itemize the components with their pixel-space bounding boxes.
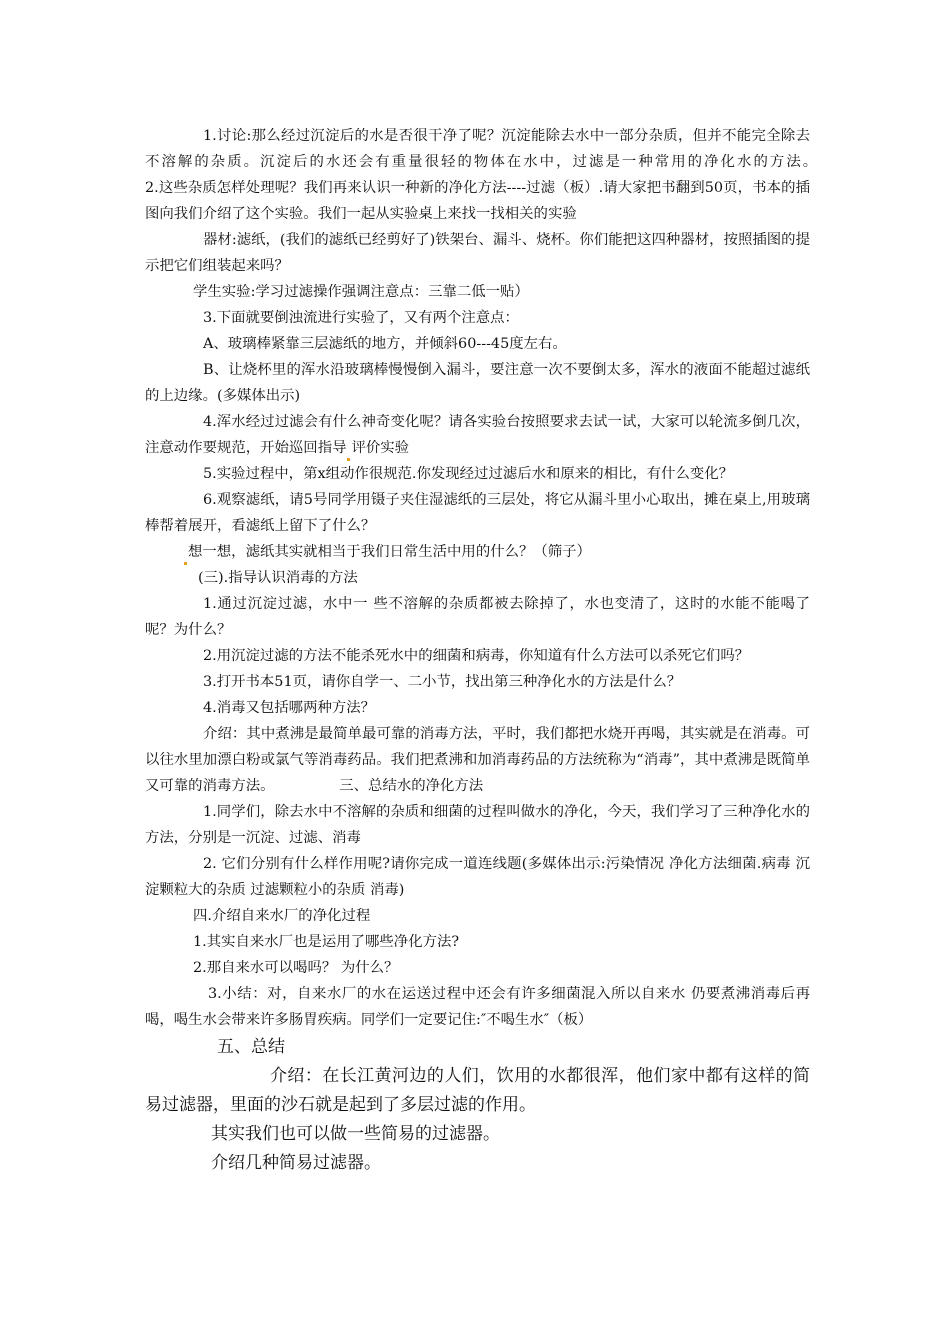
paragraph-disinfect-4: 4.消毒又包括哪两种方法？ [203,700,376,716]
paragraph-think [145,539,810,565]
step-4-text: 4.浑水经过过滤会有什么神奇变化呢？请各实验台按照要求去试一试，大家可以轮流多倒几次，注意动作要规范，开始巡回指导 [145,414,810,456]
paragraph-student-experiment: 学生实验:学习过滤操作强调注意点：三靠二低一贴） [193,284,529,300]
paragraph-point-a: A、玻璃棒紧靠三层滤纸的地方，并倾斜60---45度左右。 [203,336,567,352]
paragraph-step-6: 6.观察滤纸，请5号同学用镊子夹住湿滤纸的三层处，将它从漏斗里小心取出，摊在桌上,用玻璃棒帮着展开，看滤纸上留下了什么？ [145,492,810,534]
paragraph-summary-1: 1.同学们，除去水中不溶解的杂质和细菌的过程叫做水的净化，今天，我们学习了三种净化水的方法，分别是一沉淀、过滤、消毒 [145,804,810,846]
lesson-text-body [145,123,882,1178]
step-4-evaluation: 评价实验 [351,440,410,456]
paragraph-step-5: 5.实验过程中，第x组动作很规范.你发现经过过滤后水和原来的相比，有什么变化？ [203,466,734,482]
section-heading-disinfection: (三).指导认识消毒的方法 [198,570,358,586]
paragraph-discussion: 1.讨论:那么经过沉淀后的水是否很干净了呢？沉淀能除去水中一部分杂质，但并不能完全除去不溶解的杂质。沉淀后的水还会有重量很轻的物体在水中，过滤是一种常用的净化水的方法。 2.这些杂质怎样处理呢？我们再来认识一种新的净化方法----过滤（板）.请大家把书翻到50页，书本的插图向我们介绍了这个实验。我们一起从实验桌上来找一找相关的实验 [145,128,882,222]
paragraph-disinfect-3: 3.打开书本51页，请你自学一、二小节，找出第三种净化水的方法是什么？ [203,674,682,690]
section-heading-waterworks: 四.介绍自来水厂的净化过程 [193,908,371,924]
paragraph-point-b: B、让烧杯里的浑水沿玻璃棒慢慢倒入漏斗，要注意一次不要倒太多，浑水的液面不能超过滤纸的上边缘。(多媒体出示) [145,362,810,404]
think-text: 想一想，滤纸其实就相当于我们日常生活中用的什么？（筛子） [188,544,591,560]
paragraph-step-3: 3.下面就要倒浊流进行实验了，又有两个注意点： [203,310,519,326]
paragraph-filter-types: 介绍几种简易过滤器。 [211,1153,381,1173]
paragraph-diy-filter: 其实我们也可以做一些简易的过滤器。 [211,1124,500,1144]
paragraph-disinfect-1: 1.通过沉淀过滤，水中一 些不溶解的杂质都被去除掉了，水也变清了，这时的水能不能喝了呢？为什么？ [145,596,810,638]
stray-mark [184,562,187,565]
paragraph-summary-2: 2. 它们分别有什么样作用呢?请你完成一道连线题(多媒体出示:污染情况 净化方法细菌.病毒 沉淀颗粒大的杂质 过滤颗粒小的杂质 消毒) [145,856,810,898]
paragraph-equipment: 器材:滤纸，(我们的滤纸已经剪好了)铁架台、漏斗、烧杯。你们能把这四种器材，按照插图的提示把它们组装起来吗？ [145,232,810,274]
paragraph-waterworks-3: 3.小结：对，自来水厂的水在运送过程中还会有许多细菌混入所以自来水 仍要煮沸消毒后再喝，喝生水会带来许多肠胃疾病。同学们一定要记住:″不喝生水″（板） [145,986,810,1028]
paragraph-waterworks-1: 1.其实自来水厂也是运用了哪些净化方法? [193,934,460,950]
paragraph-step-4 [145,409,810,461]
paragraph-filters-intro: 介绍：在长江黄河边的人们，饮用的水都很浑，他们家中都有这样的简易过滤器，里面的沙石就是起到了多层过滤的作用。 [145,1066,810,1115]
section-heading-summary: 五、总结 [217,1037,285,1057]
paragraph-disinfect-2: 2.用沉淀过滤的方法不能杀死水中的细菌和病毒，你知道有什么方法可以杀死它们吗？ [203,648,750,664]
paragraph-introduction-boiling: 介绍：其中煮沸是最简单最可靠的消毒方法，平时，我们都把水烧开再喝，其实就是在消毒。可以往水里加漂白粉或氯气等消毒药品。我们把煮沸和加消毒药品的方法统称为“消毒”，其中煮沸是既简单又可靠的消毒方法。 三、总结水的净化方法 [145,726,810,794]
paragraph-waterworks-2: 2.那自来水可以喝吗？ 为什么？ [193,960,399,976]
